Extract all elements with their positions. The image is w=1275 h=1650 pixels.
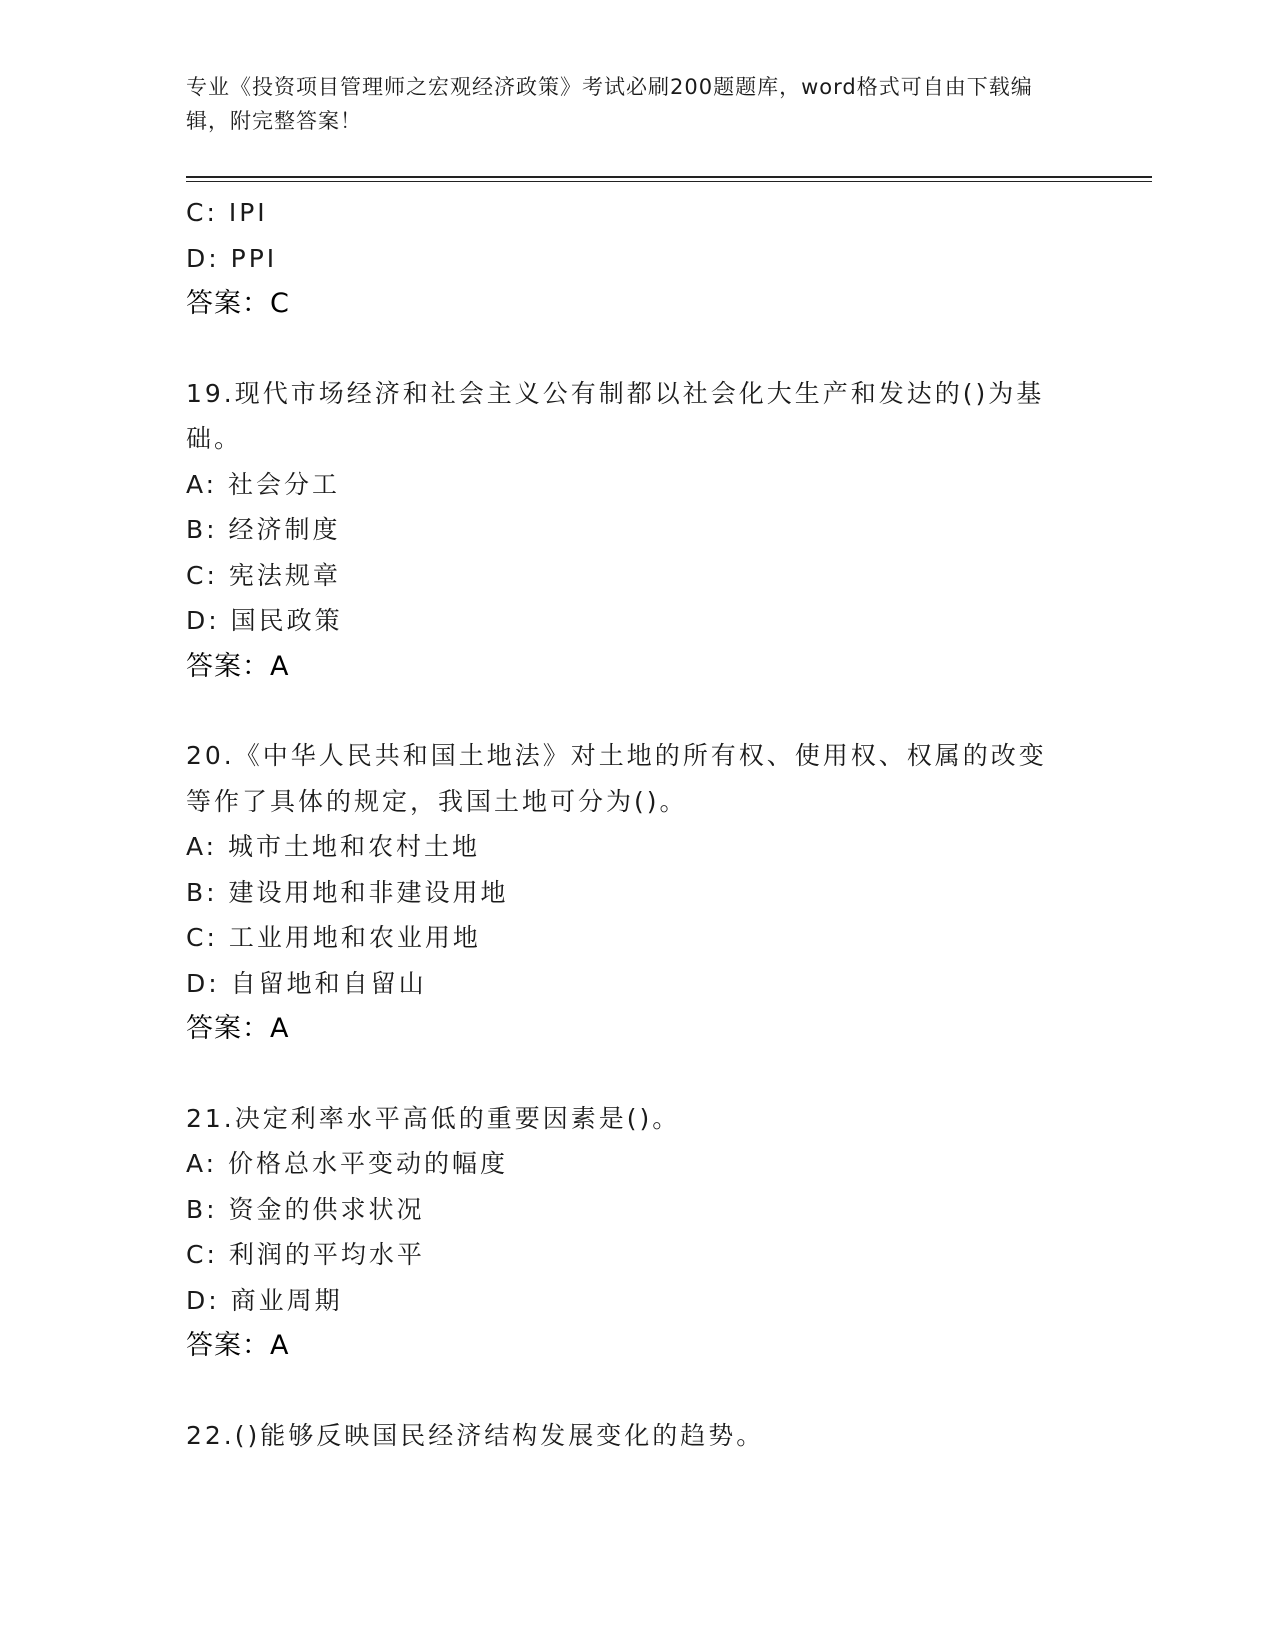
question-text: 22.()能够反映国民经济结构发展变化的趋势。 [186,1420,765,1450]
question-18-tail [186,190,1086,327]
answer-line: 答案：A [186,1013,290,1044]
spacer [186,1369,1086,1413]
option-b: B: 经济制度 [186,515,341,544]
option-d: D: 自留地和自留山 [186,968,427,998]
option-a: A: 价格总水平变动的幅度 [186,1149,509,1178]
question-19 [186,371,1086,690]
option-c: C: 工业用地和农业用地 [186,923,481,952]
option-d: D: PPI [186,243,278,273]
question-text: 19.现代市场经济和社会主义公有制都以社会化大生产和发达的()为基础。 [186,378,1045,453]
spacer [186,327,1086,371]
answer-line: 答案：C [186,288,290,319]
question-21 [186,1096,1086,1369]
page-header: 专业《投资项目管理师之宏观经济政策》考试必刷200题题库，word格式可自由下载编辑，附完整答案！ [186,75,1033,133]
spacer [186,689,1086,733]
option-b: B: 资金的供求状况 [186,1194,425,1224]
option-b: B: 建设用地和非建设用地 [186,877,509,907]
option-d: D: 商业周期 [186,1285,343,1315]
document-content [186,190,1086,1458]
spacer [186,1052,1086,1096]
question-text: 21.决定利率水平高低的重要因素是()。 [186,1103,681,1133]
option-c: C: IPI [186,198,268,227]
question-text: 20.《中华人民共和国土地法》对土地的所有权、使用权、权属的改变等作了具体的规定，我国土地可分为()。 [186,741,1047,816]
header-divider [186,176,1152,182]
option-a: A: 社会分工 [186,469,341,499]
option-c: C: 利润的平均水平 [186,1240,425,1269]
answer-line: 答案：A [186,650,290,682]
answer-line: 答案：A [186,1330,290,1361]
question-20 [186,733,1086,1052]
option-a: A: 城市土地和农村土地 [186,832,481,861]
option-d: D: 国民政策 [186,606,343,635]
option-c: C: 宪法规章 [186,560,341,590]
question-22 [186,1413,1086,1459]
